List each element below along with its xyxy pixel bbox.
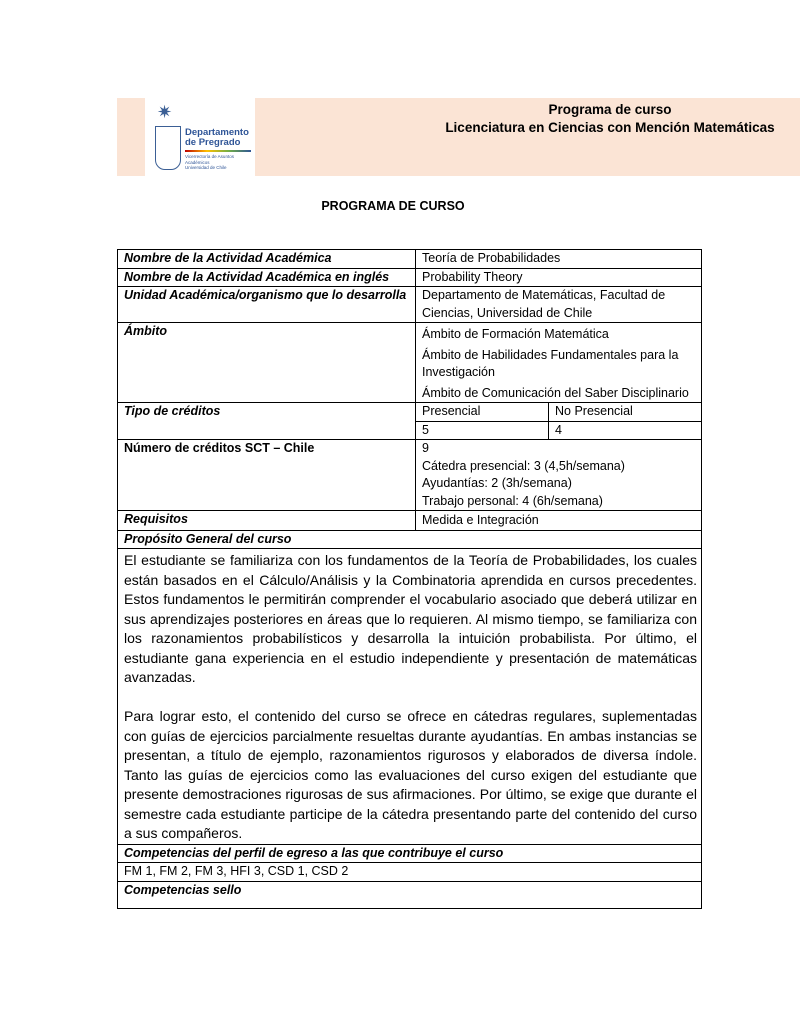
- table-row: [118, 403, 702, 440]
- section-label: Propósito General del curso: [118, 530, 702, 549]
- row-value: Teoría de Probabilidades: [416, 250, 702, 269]
- document-title: PROGRAMA DE CURSO: [321, 199, 465, 213]
- table-row: [118, 844, 702, 863]
- no-presencial-value: 4: [555, 422, 562, 437]
- competencies-value: FM 1, FM 2, FM 3, HFI 3, CSD 1, CSD 2: [118, 863, 702, 882]
- credit-types: [416, 403, 702, 440]
- logo-title: Departamento de Pregrado: [185, 127, 249, 148]
- table-row: [118, 511, 702, 531]
- row-label: Ámbito: [118, 323, 416, 403]
- presencial-value: 5: [416, 421, 549, 439]
- row-value: Departamento de Matemáticas, Facultad de Ciencias, Universidad de Chile: [416, 287, 702, 323]
- row-value: Probability Theory: [416, 268, 702, 287]
- header-title: Programa de curso Licenciatura en Ciencias con Mención Matemáticas: [445, 102, 775, 135]
- row-label: Tipo de créditos: [118, 403, 416, 440]
- table-row: [118, 881, 702, 908]
- course-table: [117, 249, 702, 909]
- purpose-text: El estudiante se familiariza con los fundamentos de la Teoría de Probabilidades, los cuales están basados en el Cálculo/Análisis y la Combinatoria aprendida en cursos precedentes. Estos fundamentos le permitirán comprender el vocabulario asociado que deberá utilizar en sus aprendizajes posteriores en áreas que lo requieren. Al mismo tiempo, se familiariza con los razonamientos probabilísticos y desarrolla la intuición probabilista. Por último, el estudiante gana experiencia en el estudio independiente y presentación de matemáticas avanzadas. Para lograr esto, el contenido del curso se ofrece en cátedras regulares, suplementadas con guías de ejercicios parcialmente resueltas durante ayudantías. En ambas instancias se presentan, a título de ejemplo, razonamientos rigurosos y elaborados de diversa índole. Tanto las guías de ejercicios como las evaluaciones del curso exigen del estudiante que presente demostraciones rigurosas de sus afirmaciones. Por último, se exige que durante el semestre cada estudiante participe de la cátedra presentando parte del contenido del curso a sus compañeros.: [118, 549, 702, 845]
- row-label: Unidad Académica/organismo que lo desarrolla: [118, 287, 416, 323]
- section-label: Competencias sello: [118, 881, 702, 908]
- row-value: Medida e Integración: [416, 511, 702, 531]
- table-row: [118, 440, 702, 511]
- table-row: [118, 287, 702, 323]
- shield-icon: [155, 126, 181, 170]
- section-label: Competencias del perfil de egreso a las que contribuye el curso: [118, 844, 702, 863]
- table-row: [118, 549, 702, 845]
- star-icon: ✷: [157, 102, 173, 122]
- department-logo: [145, 98, 255, 176]
- no-presencial-label: No Presencial: [549, 403, 702, 421]
- table-row: [118, 250, 702, 269]
- presencial-label: Presencial: [416, 403, 549, 421]
- table-row: [118, 530, 702, 549]
- table-row: [118, 323, 702, 403]
- logo-bar: [185, 150, 251, 152]
- table-row: [118, 863, 702, 882]
- row-value: Ámbito de Formación Matemática Ámbito de Habilidades Fundamentales para la Investigación Ámbito de Comunicación del Saber Disciplinario: [416, 323, 702, 403]
- table-row: [118, 268, 702, 287]
- row-label: Número de créditos SCT – Chile: [118, 440, 416, 511]
- row-label: Requisitos: [118, 511, 416, 531]
- row-value: 9 Cátedra presencial: 3 (4,5h/semana) Ayudantías: 2 (3h/semana) Trabajo personal: 4 (6h/semana): [416, 440, 702, 511]
- row-label: Nombre de la Actividad Académica en inglés: [118, 268, 416, 287]
- logo-subtitle: Vicerrectoría de Asuntos Académicos Universidad de Chile: [185, 154, 234, 170]
- row-label: Nombre de la Actividad Académica: [118, 250, 416, 269]
